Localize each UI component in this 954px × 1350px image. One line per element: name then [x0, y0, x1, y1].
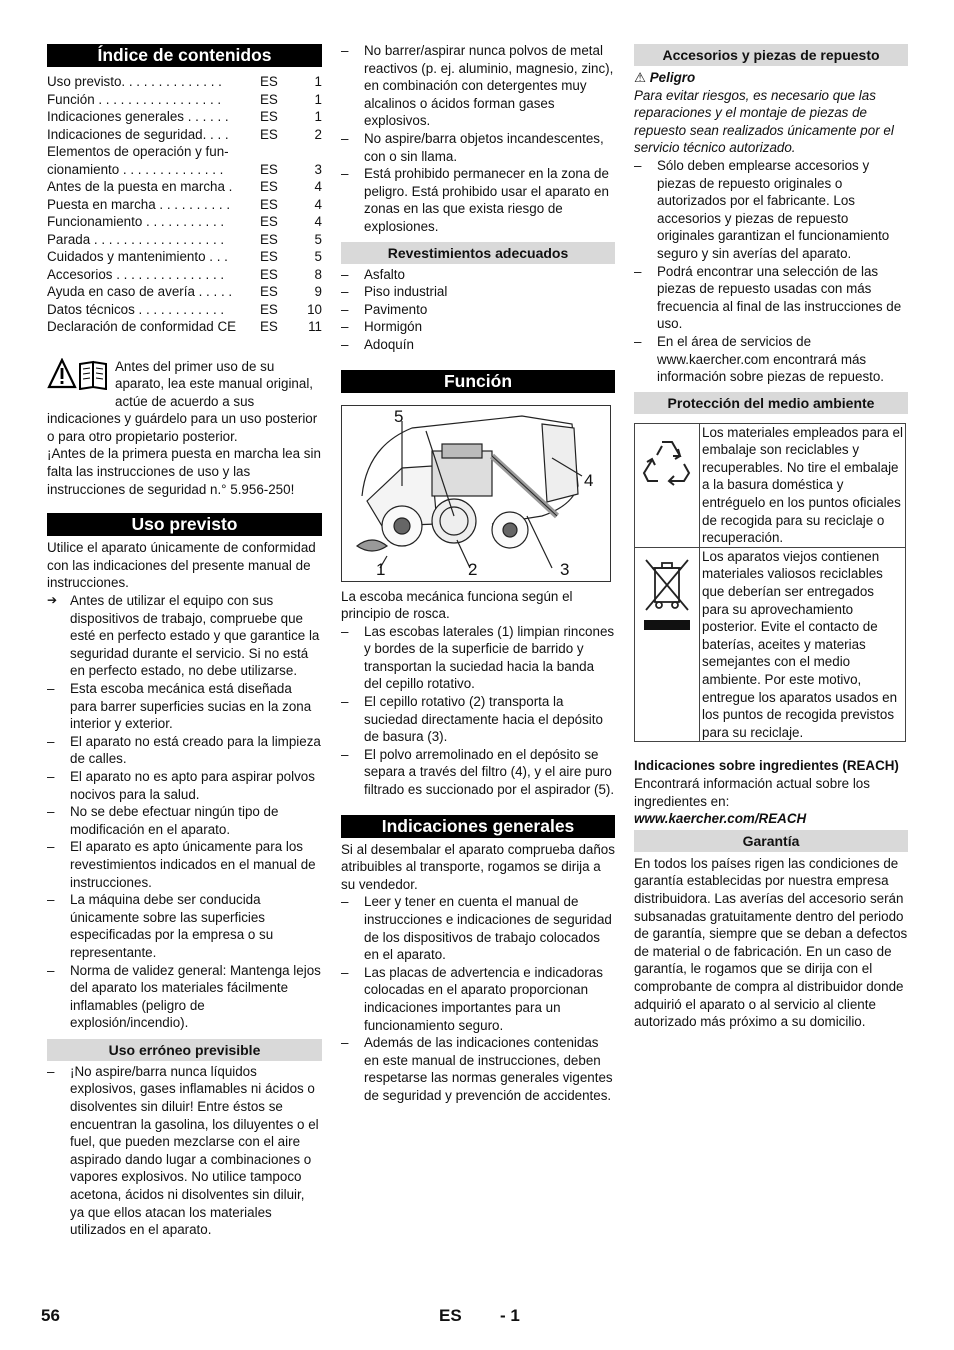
footer-subpage: - 1	[500, 1306, 520, 1325]
toc-lang: ES	[260, 284, 278, 299]
uso-previsto-arrow-item: ➔ Antes de utilizar el equipo con sus dispositivos de trabajo, compruebe que esté en perfecto estado y que garantice la seguridad durante el servicio. Si no está en perfecto estado, no debe utilizarse.	[47, 592, 322, 680]
toc-lang: ES	[260, 161, 278, 177]
callout-3: 3	[560, 559, 570, 579]
toc-row[interactable]	[47, 248, 322, 266]
toc-page: 11	[308, 319, 322, 334]
callout-1: 1	[376, 559, 386, 579]
toc-title: Indicaciones de seguridad. . . .	[47, 126, 229, 142]
toc-page	[300, 143, 322, 161]
accesorios-heading: Accesorios y piezas de repuesto	[634, 44, 908, 66]
list-item: – El aparato es apto únicamente para los revestimientos indicados en el manual de instrucciones.	[47, 838, 322, 891]
list-item: – El aparato no es apto para aspirar polvos nocivos para la salud.	[47, 768, 322, 803]
toc-title: Elementos de operación y fun-	[47, 144, 229, 159]
list-item: – No barrer/aspirar nunca polvos de metal reactivos (p. ej. aluminio, magnesio, zinc), en combinación con detergentes muy alcalinos o ácidos forman gases explosivos.	[341, 42, 615, 130]
intro-note	[47, 358, 322, 499]
intro-text: Antes del primer uso de su aparato, lea este manual original, actúe de acuerdo a sus indicaciones y guárdelo para un uso posterior o para otro propietario posterior.	[47, 358, 318, 444]
toc-lang: ES	[260, 196, 278, 212]
column-left	[47, 44, 322, 1239]
toc-title: Funcionamiento . . . . . . . . . . .	[47, 214, 225, 229]
list-item: – El polvo arremolinado en el depósito se separa a través del filtro (4), y el aire puro filtrado es succionado por el aspirador (5).	[341, 746, 615, 799]
callout-2: 2	[468, 559, 478, 579]
uso-previsto-list	[47, 680, 322, 1032]
column-right	[634, 44, 908, 1031]
danger-label-line	[634, 69, 908, 87]
toc-list	[47, 73, 322, 336]
toc-title: Uso previsto. . . . . . . . . . . . . .	[47, 74, 222, 89]
toc-lang: ES	[260, 74, 278, 89]
toc-lang: ES	[260, 319, 278, 334]
toc-title: Declaración de conformidad CE	[47, 319, 237, 334]
list-item: – No aspire/barra objetos incandescentes, con o sin llama.	[341, 130, 615, 165]
list-item: – No se debe efectuar ningún tipo de modificación en el aparato.	[47, 803, 322, 838]
toc-lang: ES	[260, 214, 278, 229]
toc-page: 4	[314, 179, 322, 194]
toc-row[interactable]	[47, 178, 322, 196]
list-item: – ¡No aspire/barra nunca líquidos explosivos, gases inflamables ni ácidos o disolventes sin diluir! Entre éstos se encuentran la gasolina, los diluyentes o el fuel, que pueden mezclarse con el aire aspirado dando lugar a combinaciones o vapores explosivos. No utilice tampoco acetona, ácidos ni disolventes sin diluir, ya que ellos atacan los materiales utilizados en el aparato.	[47, 1063, 322, 1239]
list-item: – Las escobas laterales (1) limpian rincones y bordes de la superficie de barrido y transportan la suciedad hacia la banda del cepillo rotativo.	[341, 623, 615, 693]
list-item: – Las placas de advertencia e indicadoras colocadas en el aparato proporcionan indicaciones importantes para un funcionamiento seguro.	[341, 964, 615, 1034]
callout-5: 5	[394, 406, 404, 426]
danger-text: Para evitar riesgos, es necesario que las reparaciones y el montaje de piezas de repuesto sean realizados únicamente por el servicio técnico autorizado.	[634, 87, 894, 156]
toc-page: 1	[314, 91, 322, 107]
toc-lang: ES	[260, 91, 278, 107]
toc-page: 5	[314, 231, 322, 247]
toc-lang: ES	[260, 126, 278, 142]
toc-row[interactable]	[47, 266, 322, 284]
danger-label: Peligro	[649, 70, 696, 85]
indicaciones-intro: Si al desembalar el aparato comprueba daños atribuibles al transporte, rogamos se dirija a su vendedor.	[341, 841, 615, 892]
uso-erroneo-heading: Uso erróneo previsible	[47, 1039, 322, 1061]
toc-row[interactable]	[47, 283, 322, 301]
list-item: – La máquina debe ser conducida únicamente sobre las superficies especificadas por la empresa o su representante.	[47, 891, 322, 961]
toc-title: Accesorios . . . . . . . . . . . . . . .	[47, 266, 225, 282]
crossed-bin-icon	[640, 554, 694, 640]
intro-text-2: ¡Antes de la primera puesta en marcha lea sin falta las instrucciones de uso y las instrucciones de seguridad n.° 5.956-250!	[47, 446, 321, 497]
sweeper-illustration	[342, 406, 610, 581]
list-item: – Hormigón	[341, 318, 615, 336]
toc-page: 3	[314, 161, 322, 177]
uso-previsto-intro: Utilice el aparato únicamente de conformidad con las indicaciones del presente manual de instrucciones.	[47, 540, 316, 591]
toc-row[interactable]	[47, 301, 322, 319]
toc-page: 10	[307, 301, 322, 317]
list-item: – En el área de servicios de www.kaercher.com encontrará más información sobre piezas de repuesto.	[634, 333, 908, 386]
recycling-cell	[635, 423, 700, 547]
toc-lang: ES	[260, 231, 278, 247]
toc-title: Indicaciones generales . . . . . .	[47, 109, 229, 124]
toc-row[interactable]	[47, 91, 322, 109]
environment-table	[634, 423, 906, 743]
toc-row[interactable]	[47, 213, 322, 231]
reach-text: Encontrará información actual sobre los ingredientes en:	[634, 775, 870, 809]
toc-lang: ES	[260, 301, 278, 317]
toc-row[interactable]	[47, 196, 322, 214]
toc-title: cionamiento . . . . . . . . . . . . . .	[47, 161, 224, 177]
toc-page: 2	[314, 126, 322, 142]
sweeper-figure	[341, 405, 611, 582]
list-item: – El cepillo rotativo (2) transporta la suciedad directamente hacia el depósito de basura (3).	[341, 693, 615, 746]
list-item: – Piso industrial	[341, 283, 615, 301]
toc-row[interactable]	[47, 143, 322, 161]
list-item: – Pavimento	[341, 301, 615, 319]
toc-page: 8	[314, 266, 322, 282]
toc-title: Función . . . . . . . . . . . . . . . . .	[47, 91, 222, 107]
reach-heading: Indicaciones sobre ingredientes (REACH)	[634, 758, 899, 774]
toc-row[interactable]	[47, 161, 322, 179]
column-middle	[341, 42, 615, 1105]
medio-ambiente-heading: Protección del medio ambiente	[634, 392, 908, 414]
uso-previsto-heading: Uso previsto	[47, 513, 322, 536]
toc-page: 1	[314, 74, 322, 89]
toc-page: 4	[314, 214, 322, 229]
toc-title: Datos técnicos . . . . . . . . . . . .	[47, 301, 225, 317]
recycling-icon	[640, 434, 694, 488]
warning-manual-icon	[47, 358, 111, 394]
toc-title: Antes de la puesta en marcha .	[47, 179, 233, 194]
revestimientos-heading: Revestimientos adecuados	[341, 242, 615, 264]
list-item: – Norma de validez general: Mantenga lejos del aparato los materiales fácilmente inflamables (peligro de explosión/incendio).	[47, 962, 322, 1032]
toc-title: Puesta en marcha . . . . . . . . . .	[47, 196, 231, 212]
funcion-heading: Función	[341, 370, 615, 393]
list-item: – Leer y tener en cuenta el manual de instrucciones e indicaciones de seguridad de los dispositivos de trabajo colocados en el aparato.	[341, 893, 615, 963]
garantia-text: En todos los países rigen las condiciones de garantía establecidas por nuestra empresa distribuidora. Las averías del accesorio serán subsanadas gratuitamente dentro del periodo de garantía, siempre que se deban a defectos de material o de fabricación. En un caso de garantía, le rogamos que se dirija con el comprobante de compra al distribuidor donde adquirió el aparato o al servicio al cliente autorizado más próximo a su domicilio.	[634, 855, 908, 1030]
reach-link[interactable]: www.kaercher.com/REACH	[634, 811, 807, 827]
toc-row[interactable]	[47, 231, 322, 249]
weee-cell	[635, 547, 700, 742]
toc-page: 9	[314, 284, 322, 299]
toc-lang: ES	[260, 179, 278, 194]
toc-row[interactable]	[47, 108, 322, 126]
footer-language: ES	[439, 1306, 462, 1325]
callout-4: 4	[584, 470, 594, 490]
toc-lang: ES	[260, 266, 278, 282]
list-item: – Asfalto	[341, 266, 615, 284]
revestimientos-list	[341, 266, 615, 354]
funcion-intro: La escoba mecánica funciona según el principio de rosca.	[341, 588, 573, 622]
warning-triangle-icon: ⚠	[634, 70, 647, 85]
list-item: – Sólo deben emplearse accesorios y piezas de repuesto originales o autorizados por el fabricante. Los accesorios y piezas de repuesto originales garantizan el funcionamiento seguro y sin averías del aparato.	[634, 157, 908, 263]
list-item: – Además de las indicaciones contenidas en este manual de instrucciones, deben respetarse las normas generales vigentes de seguridad y prevención de accidentes.	[341, 1034, 615, 1104]
toc-lang: ES	[260, 109, 278, 124]
toc-lang: ES	[260, 249, 278, 264]
recycling-text: Los materiales empleados para el embalaje son reciclables y recuperables. No tire el embalaje a la basura doméstica y entréguelo en los puntos oficiales de recogida para su reciclaje o recuperación.	[700, 423, 906, 547]
toc-title: Ayuda en caso de avería . . . . .	[47, 284, 233, 299]
toc-row[interactable]	[47, 126, 322, 144]
toc-page: 4	[314, 196, 322, 212]
toc-title: Cuidados y mantenimiento . . .	[47, 249, 228, 264]
page-number: 56	[41, 1306, 60, 1325]
garantia-heading: Garantía	[634, 830, 908, 852]
indicaciones-heading: Indicaciones generales	[341, 815, 615, 838]
toc-title: Parada . . . . . . . . . . . . . . . . . .	[47, 231, 225, 247]
list-item: – El aparato no está creado para la limpieza de calles.	[47, 733, 322, 768]
list-item: – Está prohibido permanecer en la zona de peligro. Está prohibido usar el aparato en zonas en las que exista riesgo de explosiones.	[341, 165, 615, 235]
list-item: – Podrá encontrar una selección de las piezas de repuesto usadas con más frecuencia al final de las instrucciones de uso.	[634, 263, 908, 333]
toc-heading: Índice de contenidos	[47, 44, 322, 67]
list-item: – Esta escoba mecánica está diseñada para barrer superficies sucias en la zona interior y exterior.	[47, 680, 322, 733]
toc-row[interactable]	[47, 318, 322, 336]
toc-lang	[260, 143, 300, 161]
toc-page: 1	[314, 109, 322, 124]
list-item: – Adoquín	[341, 336, 615, 354]
weee-text: Los aparatos viejos contienen materiales valiosos reciclables que deberían ser entregados para su aprovechamiento posterior. Evite el contacto de baterías, aceites y materias semejantes con el medio ambiente. Por este motivo, entregue los aparatos usados en los puntos de recogida previstos para su reciclaje.	[700, 547, 906, 742]
toc-page: 5	[314, 249, 322, 264]
toc-row[interactable]	[47, 73, 322, 91]
